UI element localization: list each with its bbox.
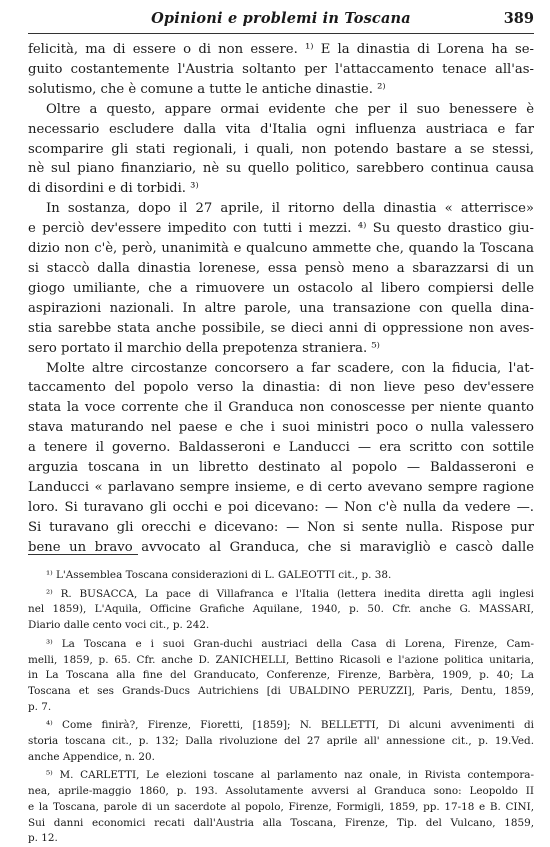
footnote-line: Diario dalle cento voci cit., p. 242. xyxy=(28,619,210,632)
footnote-line: ⁵⁾ M. CARLETTI, Le elezioni toscane al parlamento naz onale, in Rivista contempora- xyxy=(46,769,534,782)
text-line: In sostanza, dopo il 27 aprile, il ritorno della dinastia « atterrisce» xyxy=(46,201,534,217)
text-line: stava maturando nel paese e che i suoi ministri poco o nulla valessero xyxy=(28,420,534,436)
text-line: scomparire gli stati regionali, i quali, non potendo bastare a se stessi, xyxy=(28,141,534,157)
text-line: stata la voce corrente che il Granduca non conoscesse per niente quanto xyxy=(28,400,534,416)
text-line: bene un bravo avvocato al Granduca, che si maravigliò e cascò dalle xyxy=(28,539,534,555)
header-rule xyxy=(28,33,534,34)
footnote-line: ¹⁾ L'Assemblea Toscana considerazioni di L. GALEOTTI cit., p. 38. xyxy=(46,569,392,581)
footnote-line: nel 1859), L'Aquila, Officine Grafiche Aquilane, 1940, p. 50. Cfr. anche G. MASSARI, xyxy=(28,603,534,616)
text-line: a tenere il governo. Baldasseroni e Landucci — era scritto con sottile xyxy=(28,440,534,456)
running-title: Opinioni e problemi in Toscana xyxy=(151,10,411,27)
text-line: felicità, ma di essere o di non essere. ¹⁾ E la dinastia di Lorena ha se- xyxy=(28,42,534,57)
text-line: Oltre a questo, appare ormai evidente che per il suo benessere è xyxy=(46,101,534,117)
text-line: dizio non c'è, però, unanimità e qualcuno ammette che, quando la Toscana xyxy=(28,241,534,257)
text-line: sero portato il marchio della prepotenza straniera. ⁵⁾ xyxy=(28,340,380,356)
footnote-line: p. 12. xyxy=(28,832,58,845)
footnote-line: nea, aprile-maggio 1860, p. 193. Assolutamente avversi al Granduca sono: Leopoldo II xyxy=(28,785,534,798)
footnotes xyxy=(28,568,534,847)
footnote-line: in La Toscana alla fine del Granducato, Conferenze, Firenze, Barbèra, 1909, p. 40; La xyxy=(28,669,534,682)
text-line: loro. Si turavano gli occhi e poi dicevano: — Non c'è nulla da vedere —. xyxy=(28,499,534,515)
footnote-line: ²⁾ R. BUSACCA, La pace di Villafranca e l'Italia (lettera inedita diretta agli inglesi xyxy=(46,587,534,600)
text-line: e perciò dev'essere impedito con tutti i mezzi. ⁴⁾ Su questo drastico giu- xyxy=(28,221,534,237)
footnote-line: Sui danni economici recati dall'Austria alla Toscana, Firenze, Tip. del Vulcano, 1859, xyxy=(28,816,534,829)
text-line: taccamento del popolo verso la dinastia: di non lieve peso dev'essere xyxy=(28,380,534,396)
footnote-line: p. 7. xyxy=(28,700,52,713)
text-line: giogo umiliante, che a rimuovere un ostacolo al libero compiersi delle xyxy=(28,280,534,296)
footnote-rule xyxy=(28,554,138,555)
text-line: Si turavano gli orecchi e dicevano: — Non si sente nulla. Rispose pur xyxy=(28,519,534,535)
footnote-line: ³⁾ La Toscana e i suoi Gran-duchi austriaci della Casa di Lorena, Firenze, Cam- xyxy=(46,637,534,650)
footnote-line: e la Toscana, parole di un sacerdote al popolo, Firenze, Formigli, 1859, pp. 17-18 e B. CINI, xyxy=(28,800,534,813)
footnote-line: Toscana et ses Grands-Ducs Autrichiens [di UBALDINO PERUZZI], Paris, Dentu, 1859, xyxy=(28,684,534,697)
footnote-line: storia toscana cit., p. 132; Dalla rivoluzione del 27 aprile all' annessione cit., p. 19.Ved. xyxy=(28,735,534,748)
text-line: guito costantemente l'Austria soltanto per l'attaccamento tenace all'as- xyxy=(28,61,534,77)
text-line: stia sarebbe stata anche possibile, se dieci anni di oppressione non aves- xyxy=(28,320,534,336)
text-line: arguzia toscana in un libretto destinato al popolo — Baldasseroni e xyxy=(28,460,534,476)
footnote-line: anche Appendice, n. 20. xyxy=(28,750,155,763)
page-number: 389 xyxy=(503,10,534,27)
text-line: Molte altre circostanze concorsero a far scadere, con la fiducia, l'at- xyxy=(46,360,534,376)
text-line: aspirazioni nazionali. In altre parole, una transazione con quella dina- xyxy=(28,300,534,316)
text-line: si staccò dalla dinastia lorenese, essa pensò meno a sbarazzarsi di un xyxy=(28,260,534,276)
main-text xyxy=(28,40,534,558)
page-header xyxy=(28,10,534,34)
text-line: Landucci « parlavano sempre insieme, e di certo avevano sempre ragione xyxy=(28,479,534,495)
text-line: di disordini e di torbidi. ³⁾ xyxy=(28,181,199,197)
footnote-line: melli, 1859, p. 65. Cfr. anche D. ZANICHELLI, Bettino Ricasoli e l'azione politica unitaria, xyxy=(28,653,534,666)
text-line: necessario escludere dalla vita d'Italia ogni influenza austriaca e far xyxy=(28,121,534,137)
text-line: nè sul piano finanziario, nè su quello politico, sarebbero continua causa xyxy=(28,161,534,177)
text-line: solutismo, che è comune a tutte le antiche dinastie. ²⁾ xyxy=(28,81,386,97)
footnote-line: ⁴⁾ Come finirà?, Firenze, Fioretti, [1859]; N. BELLETTI, Di alcuni avvenimenti di xyxy=(46,719,534,732)
